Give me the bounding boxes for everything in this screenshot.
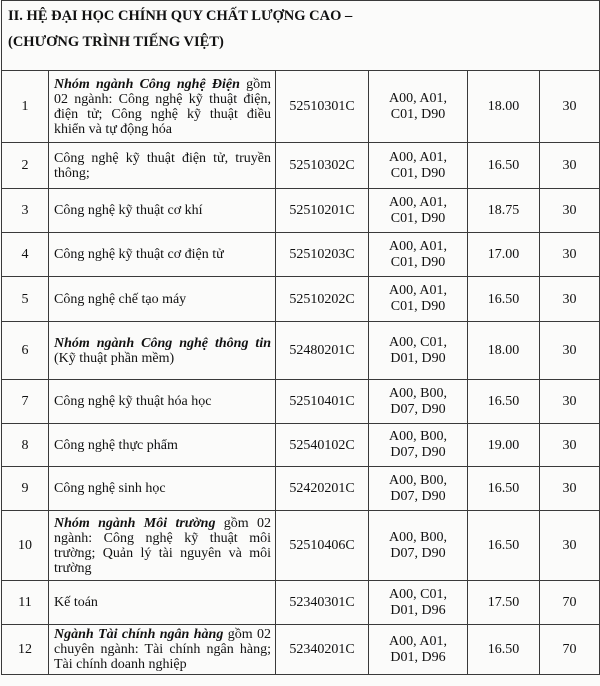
subject-combination-line1: A00, B00, [389, 529, 447, 545]
subject-combination-cell [369, 380, 468, 424]
row-number-cell: 6 [2, 322, 49, 380]
row-number-cell: 8 [2, 424, 49, 467]
row-number-cell: 2 [2, 143, 49, 189]
table-row [2, 322, 600, 380]
program-name-cell [49, 277, 276, 322]
subject-combination-cell [369, 625, 468, 675]
subject-combination-cell [369, 233, 468, 277]
program-code-cell: 52510301C [276, 71, 369, 143]
program-name-text: Công nghệ chế tạo máy [54, 291, 187, 307]
subject-combination-line1: A00, A01, [389, 633, 447, 649]
quota-cell: 30 [540, 143, 600, 189]
quota-cell: 70 [540, 581, 600, 625]
table-row [2, 233, 600, 277]
table-row [2, 143, 600, 189]
program-group-name: Nhóm ngành Công nghệ thông tin [54, 335, 271, 351]
program-name-cell [49, 511, 276, 581]
table-row [2, 581, 600, 625]
subject-combination-line2: D01, D96 [390, 649, 446, 665]
section-title-line2: (CHƯƠNG TRÌNH TIẾNG VIỆT) [8, 34, 224, 50]
subject-combination-line1: A00, A01, [389, 238, 447, 254]
program-code-cell: 52540102C [276, 424, 369, 467]
subject-combination-line1: A00, B00, [389, 385, 447, 401]
table-row [2, 189, 600, 233]
subject-combination-line2: D01, D96 [390, 602, 446, 618]
row-number-cell: 12 [2, 625, 49, 675]
cutoff-score-cell: 17.50 [468, 581, 540, 625]
subject-combination-cell [369, 277, 468, 322]
table-row [2, 424, 600, 467]
program-code-cell: 52510406C [276, 511, 369, 581]
program-name-text: gồm 02 ngành: Công nghệ kỹ thuật môi trường; Quản lý tài nguyên và môi trường [54, 515, 271, 576]
subject-combination-line1: A00, A01, [389, 149, 447, 165]
program-name-text: gồm 02 chuyên ngành: Tài chính ngân hàng; Tài chính doanh nghiệp [54, 627, 272, 672]
program-name-text: (Kỹ thuật phần mềm) [54, 350, 175, 366]
quota-cell: 30 [540, 71, 600, 143]
subject-combination-line1: A00, C01, [389, 334, 447, 350]
subject-combination-cell [369, 511, 468, 581]
quota-cell: 30 [540, 467, 600, 511]
quota-cell: 30 [540, 233, 600, 277]
program-name-cell [49, 581, 276, 625]
program-group-name: Nhóm ngành Môi trường [54, 515, 216, 531]
program-name-cell [49, 380, 276, 424]
admission-table [1, 0, 600, 675]
quota-cell: 70 [540, 625, 600, 675]
section-title-line1: II. HỆ ĐẠI HỌC CHÍNH QUY CHẤT LƯỢNG CAO – [8, 8, 353, 24]
program-name-cell [49, 424, 276, 467]
program-name-text: Công nghệ kỹ thuật điện tử, truyền thông; [54, 150, 271, 181]
program-name-text: gồm 02 ngành: Công nghệ kỹ thuật điện, điện tử; Công nghệ kỹ thuật điều khiển và tự động hóa [54, 76, 272, 137]
program-name-text: Công nghệ kỹ thuật hóa học [54, 394, 212, 409]
row-number-cell: 11 [2, 581, 49, 625]
table-row [2, 625, 600, 675]
program-code-cell: 52420201C [276, 467, 369, 511]
program-name-text: Công nghệ kỹ thuật cơ khí [54, 203, 203, 218]
cutoff-score-cell: 16.50 [468, 467, 540, 511]
quota-cell: 30 [540, 322, 600, 380]
subject-combination-cell [369, 581, 468, 625]
program-name-text: Công nghệ sinh học [54, 481, 166, 496]
row-number-cell: 4 [2, 233, 49, 277]
subject-combination-line1: A00, A01, [389, 283, 447, 298]
program-name-cell [49, 71, 276, 143]
program-code-cell: 52510302C [276, 143, 369, 189]
subject-combination-line1: A00, A01, [389, 90, 447, 106]
program-code-cell: 52480201C [276, 322, 369, 380]
cutoff-score-cell: 18.75 [468, 189, 540, 233]
program-code-cell: 52510401C [276, 380, 369, 424]
program-name-cell [49, 625, 276, 675]
subject-combination-line2: D07, D90 [390, 401, 446, 417]
subject-combination-line2: C01, D90 [390, 254, 446, 270]
subject-combination-cell [369, 322, 468, 380]
cutoff-score-cell: 16.50 [468, 277, 540, 322]
subject-combination-cell [369, 467, 468, 511]
program-code-cell: 52340301C [276, 581, 369, 625]
subject-combination-line1: A00, B00, [389, 429, 447, 444]
program-name-cell [49, 143, 276, 189]
cutoff-score-cell: 19.00 [468, 424, 540, 467]
program-code-cell: 52510202C [276, 277, 369, 322]
cutoff-score-cell: 18.00 [468, 71, 540, 143]
table-row [2, 71, 600, 143]
cutoff-score-cell: 17.00 [468, 233, 540, 277]
program-code-cell: 52510201C [276, 189, 369, 233]
subject-combination-cell [369, 143, 468, 189]
table-row [2, 511, 600, 581]
program-name-cell [49, 189, 276, 233]
quota-cell: 30 [540, 424, 600, 467]
subject-combination-line2: C01, D90 [390, 106, 446, 122]
program-name-text: Công nghệ thực phẩm [54, 437, 178, 453]
table-row [2, 467, 600, 511]
subject-combination-line1: A00, C01, [389, 586, 447, 602]
cutoff-score-cell: 16.50 [468, 511, 540, 581]
section-title-cell [2, 1, 600, 71]
cutoff-score-cell: 18.00 [468, 322, 540, 380]
subject-combination-line1: A00, B00, [389, 472, 447, 488]
subject-combination-line2: D07, D90 [390, 488, 446, 504]
subject-combination-cell [369, 424, 468, 467]
subject-combination-line2: D07, D90 [390, 445, 446, 460]
row-number-cell: 9 [2, 467, 49, 511]
cutoff-score-cell: 16.50 [468, 625, 540, 675]
subject-combination-cell [369, 189, 468, 233]
program-name-text: Kế toán [54, 595, 98, 610]
row-number-cell: 10 [2, 511, 49, 581]
program-name-text: Công nghệ kỹ thuật cơ điện tử [54, 247, 224, 262]
subject-combination-line1: A00, A01, [389, 194, 447, 210]
subject-combination-line2: C01, D90 [390, 165, 446, 181]
quota-cell: 30 [540, 380, 600, 424]
program-group-name: Ngành Tài chính ngân hàng [54, 627, 224, 642]
program-name-cell [49, 322, 276, 380]
cutoff-score-cell: 16.50 [468, 143, 540, 189]
program-name-cell [49, 467, 276, 511]
program-code-cell: 52510203C [276, 233, 369, 277]
program-group-name: Nhóm ngành Công nghệ Điện [54, 76, 240, 92]
row-number-cell: 1 [2, 71, 49, 143]
section-header-row [2, 1, 600, 71]
quota-cell: 30 [540, 511, 600, 581]
subject-combination-line2: D07, D90 [390, 545, 446, 561]
row-number-cell: 5 [2, 277, 49, 322]
subject-combination-cell [369, 71, 468, 143]
row-number-cell: 3 [2, 189, 49, 233]
quota-cell: 30 [540, 189, 600, 233]
subject-combination-line2: C01, D90 [390, 210, 446, 226]
table-row [2, 380, 600, 424]
subject-combination-line2: C01, D90 [390, 299, 446, 314]
quota-cell: 30 [540, 277, 600, 322]
subject-combination-line2: D01, D90 [390, 350, 446, 366]
cutoff-score-cell: 16.50 [468, 380, 540, 424]
program-name-cell [49, 233, 276, 277]
program-code-cell: 52340201C [276, 625, 369, 675]
table-row [2, 277, 600, 322]
row-number-cell: 7 [2, 380, 49, 424]
